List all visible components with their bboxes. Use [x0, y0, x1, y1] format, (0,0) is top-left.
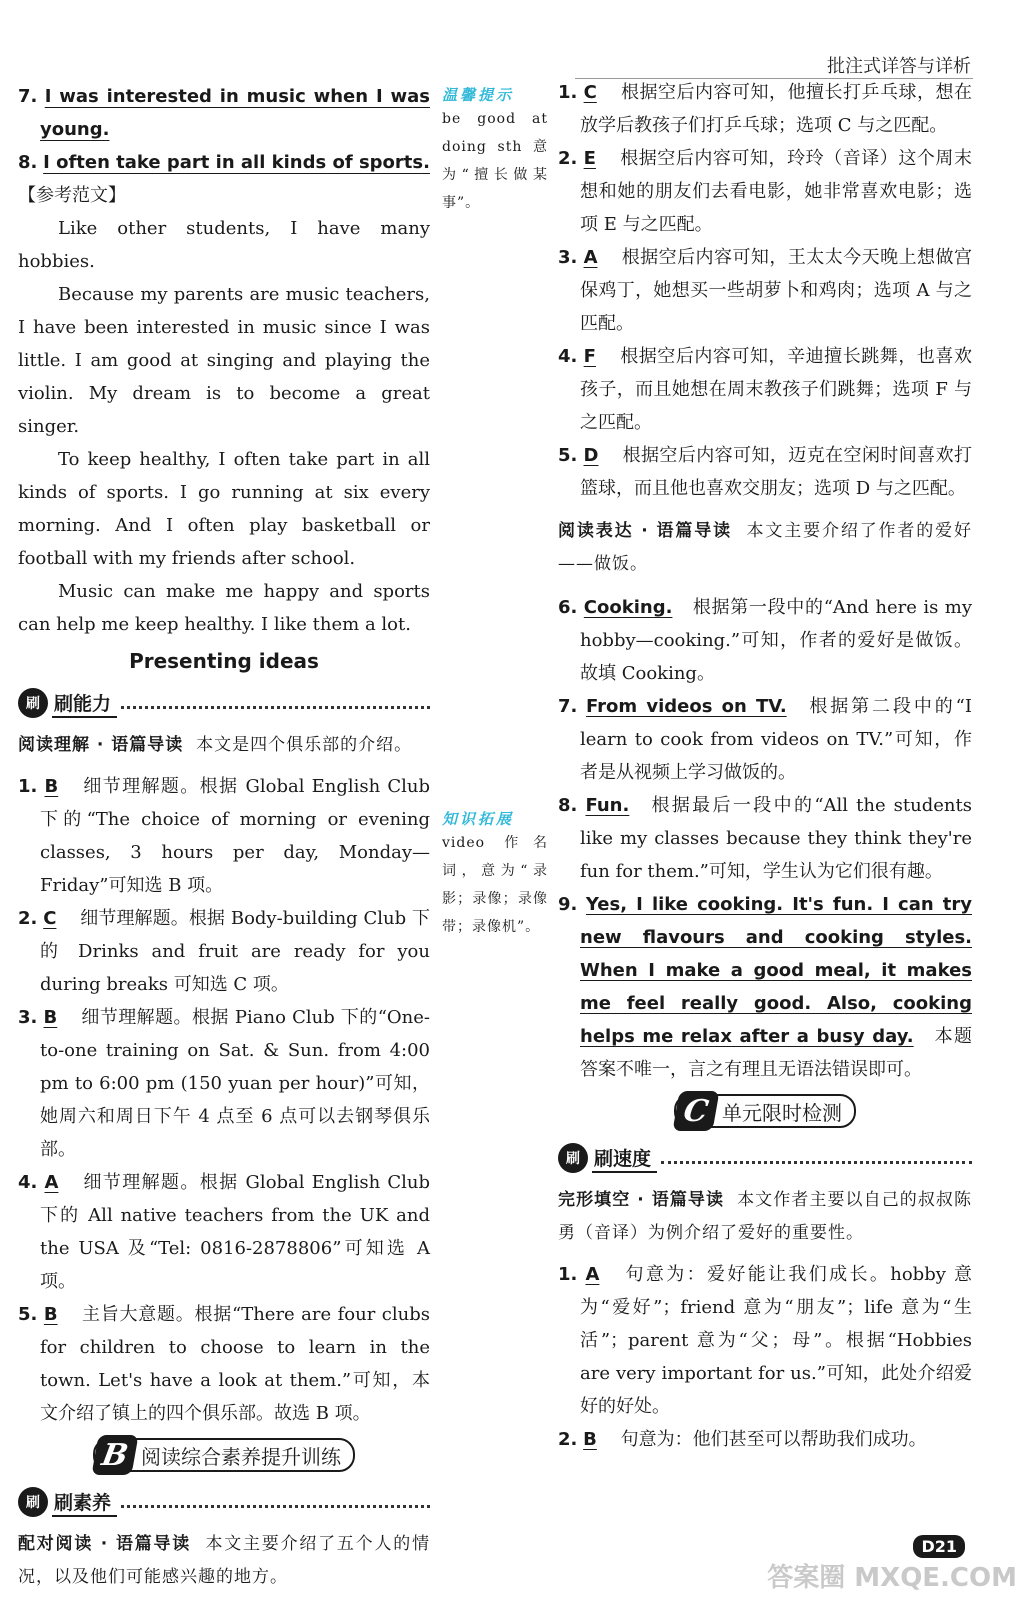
tip-body: be good at doing sth 意为“擅长做某事”。 [442, 111, 548, 211]
banner-text: 阅读综合素养提升训练 [141, 1444, 341, 1469]
dotted-divider [121, 1505, 430, 1508]
list-item [558, 241, 972, 340]
answer-number: 8. [18, 152, 38, 173]
list-item [558, 1258, 972, 1423]
dotted-divider [661, 1161, 972, 1164]
item-answer: Cooking. [583, 597, 673, 618]
essay-paragraph: Music can make me happy and sports can help me keep healthy. I like them a lot. [18, 581, 430, 635]
banner-letter: C [672, 1091, 719, 1131]
guide-body: 本文是四个俱乐部的介绍。 [196, 735, 413, 755]
guide-body: 本文主要介绍了作者的爱好——做饭。 [558, 521, 973, 574]
item-number: 8. [558, 795, 578, 816]
list-item [558, 591, 972, 690]
item-text: 主旨大意题。根据“There are four clubs for children to choose to learn in the town. Let's have a look at them.”可知，本文介绍了镇上的四个俱乐部。故选 B 项。 [40, 1304, 430, 1424]
item-text: 句意为：他们甚至可以帮助我们成功。 [620, 1429, 927, 1450]
item-number: 5. [18, 1304, 38, 1325]
item-answer: C [43, 908, 57, 929]
brush-icon: 刷 [18, 1487, 48, 1517]
item-number: 3. [558, 247, 578, 268]
item-number: 5. [558, 445, 578, 466]
essay-paragraph: To keep healthy, I often take part in all kinds of sports. I go running at six every morning. And I often play basketball or football with my friends after school. [18, 449, 430, 569]
item-answer: Fun. [585, 795, 630, 816]
list-item [558, 888, 972, 1086]
item-text: 根据第一段中的“And here is my hobby—cooking.”可知，作者的爱好是做饭。故填 Cooking。 [580, 597, 972, 684]
answer-7 [18, 80, 430, 146]
item-number: 1. [18, 776, 38, 797]
banner-text: 单元限时检测 [722, 1100, 842, 1125]
item-number: 6. [558, 597, 578, 618]
essay-paragraph: Because my parents are music teachers, I have been interested in music since I was little. I am good at singing and playing the violin. My dream is to become a great singer. [18, 284, 430, 437]
badge-label: 刷能力 [52, 689, 117, 718]
margin-note-tip [442, 84, 548, 217]
badge-ability [18, 683, 430, 723]
banner-b [18, 1438, 430, 1472]
section-title: Presenting ideas [129, 649, 319, 673]
right-column [558, 76, 972, 1456]
answer-text: I often take part in all kinds of sports. [43, 152, 430, 173]
item-text: 根据最后一段中的“All the students like my classes because they think they're fun for them.”可知，学生认为它们很有趣。 [580, 795, 972, 882]
item-answer: D [583, 445, 599, 466]
badge-literacy [18, 1482, 430, 1522]
list-item [18, 1001, 430, 1166]
item-text: 根据空后内容可知，王太太今天晚上想做宫保鸡丁，她想买一些胡萝卜和鸡肉；选项 A 与之匹配。 [580, 247, 972, 334]
answer-number: 7. [18, 86, 38, 107]
guide-head: 配对阅读 · 语篇导读 [18, 1534, 192, 1554]
tip-title: 知识拓展 [442, 810, 515, 828]
reference-title: 【参考范文】 [18, 185, 126, 206]
item-answer: B [43, 1007, 58, 1028]
badge-label: 刷素养 [52, 1488, 117, 1517]
item-text: 本题答案不唯一，言之有理且无语法错误即可。 [580, 1026, 972, 1080]
item-number: 2. [18, 908, 38, 929]
badge-label: 刷速度 [592, 1144, 657, 1173]
list-item [558, 142, 972, 241]
item-number: 4. [558, 346, 578, 367]
list-item [558, 76, 972, 142]
item-text: 根据第二段中的“I learn to cook from videos on TV.”可知，作者是从视频上学习做饭的。 [580, 696, 972, 783]
item-text: 细节理解题。根据 Global English Club 下的“The choice of morning or evening classes, 3 hours per day, Monday—Friday”可知选 B 项。 [40, 776, 430, 896]
list-item [558, 690, 972, 789]
item-text: 细节理解题。根据 Body-building Club 下的 Drinks and fruit are ready for you during breaks 可知选 C 项。 [40, 908, 430, 995]
guide-body: 本文主要介绍了五个人的情况，以及他们可能感兴趣的地方。 [18, 1534, 431, 1587]
list-item [18, 1166, 430, 1298]
item-number: 7. [558, 696, 578, 717]
item-text: 细节理解题。根据 Global English Club 下的 All native teachers from the UK and the USA 及“Tel: 0816-2878806”可知选 A 项。 [40, 1172, 430, 1292]
item-answer: B [44, 776, 59, 797]
item-number: 3. [18, 1007, 38, 1028]
item-answer: E [583, 148, 596, 169]
guide-head: 阅读表达 · 语篇导读 [558, 521, 732, 541]
page-header: 批注式详答与详析 [827, 56, 971, 77]
badge-speed [558, 1138, 972, 1178]
item-number: 2. [558, 148, 578, 169]
list-item [18, 770, 430, 902]
answer-text: I was interested in music when I was young. [40, 86, 430, 140]
item-answer: A [44, 1172, 59, 1193]
guide-head: 阅读理解 · 语篇导读 [18, 735, 184, 755]
reading-guide [558, 515, 972, 581]
watermark: 答案圈 MXQE.COM [767, 1563, 1017, 1593]
dotted-divider [121, 706, 430, 709]
item-answer: C [583, 82, 597, 103]
reading-guide [558, 1184, 972, 1250]
answer-8 [18, 146, 430, 179]
item-text: 根据空后内容可知，辛迪擅长跳舞，也喜欢孩子，而且她想在周末教孩子们跳舞；选项 F 与之匹配。 [580, 346, 972, 433]
list-item [558, 340, 972, 439]
item-answer: A [583, 247, 598, 268]
list-item [18, 902, 430, 1001]
list-item [558, 1423, 972, 1456]
banner-c [558, 1094, 972, 1128]
item-answer: B [43, 1304, 58, 1325]
list-item [558, 439, 972, 505]
tip-title: 温馨提示 [442, 86, 515, 104]
margin-note-knowledge [442, 808, 548, 941]
item-number: 1. [558, 1264, 578, 1285]
essay-paragraph: Like other students, I have many hobbies. [18, 218, 430, 272]
list-item [18, 1298, 430, 1430]
item-answer: B [583, 1429, 597, 1450]
item-number: 4. [18, 1172, 38, 1193]
item-number: 1. [558, 82, 578, 103]
guide-body: 本文作者主要以自己的叔叔陈勇（音译）为例介绍了爱好的重要性。 [558, 1190, 973, 1243]
page-number: D21 [913, 1535, 965, 1558]
list-item [558, 789, 972, 888]
reading-guide [18, 1528, 430, 1594]
item-text: 句意为：爱好能让我们成长。hobby 意为“爱好”；friend 意为“朋友”；life 意为“生活”；parent 意为“父；母”。根据“Hobbies are very important for us.”可知，此处介绍爱好的好处。 [580, 1264, 972, 1417]
item-text: 根据空后内容可知，迈克在空闲时间喜欢打篮球，而且他也喜欢交朋友；选项 D 与之匹配。 [580, 445, 972, 499]
item-number: 9. [558, 894, 578, 915]
brush-icon: 刷 [558, 1143, 588, 1173]
item-text: 根据空后内容可知，他擅长打乒乓球，想在放学后教孩子们打乒乓球；选项 C 与之匹配。 [580, 82, 972, 136]
left-column [18, 80, 430, 1594]
item-number: 2. [558, 1429, 578, 1450]
item-answer: Yes, I like cooking. It's fun. I can try new flavours and cooking styles. When I make a good meal, it makes me feel really good. Also, cooking helps me relax after a busy day. [580, 894, 972, 1047]
item-answer: F [583, 346, 596, 367]
item-answer: A [585, 1264, 600, 1285]
guide-head: 完形填空 · 语篇导读 [558, 1190, 725, 1210]
reading-guide [18, 729, 430, 762]
tip-body: video 作名词，意为“录影；录像；录像带；录像机”。 [442, 835, 548, 935]
item-text: 细节理解题。根据 Piano Club 下的“One-to-one training on Sat. & Sun. from 4:00 pm to 6:00 pm (150 yuan per hour)”可知，她周六和周日下午 4 点至 6 点可以去钢琴俱乐部。 [40, 1007, 431, 1160]
item-text: 根据空后内容可知，玲玲（音译）这个周末想和她的朋友们去看电影，她非常喜欢电影；选项 E 与之匹配。 [580, 148, 972, 235]
banner-letter: B [91, 1435, 138, 1475]
item-answer: From videos on TV. [586, 696, 787, 717]
brush-icon: 刷 [18, 688, 48, 718]
